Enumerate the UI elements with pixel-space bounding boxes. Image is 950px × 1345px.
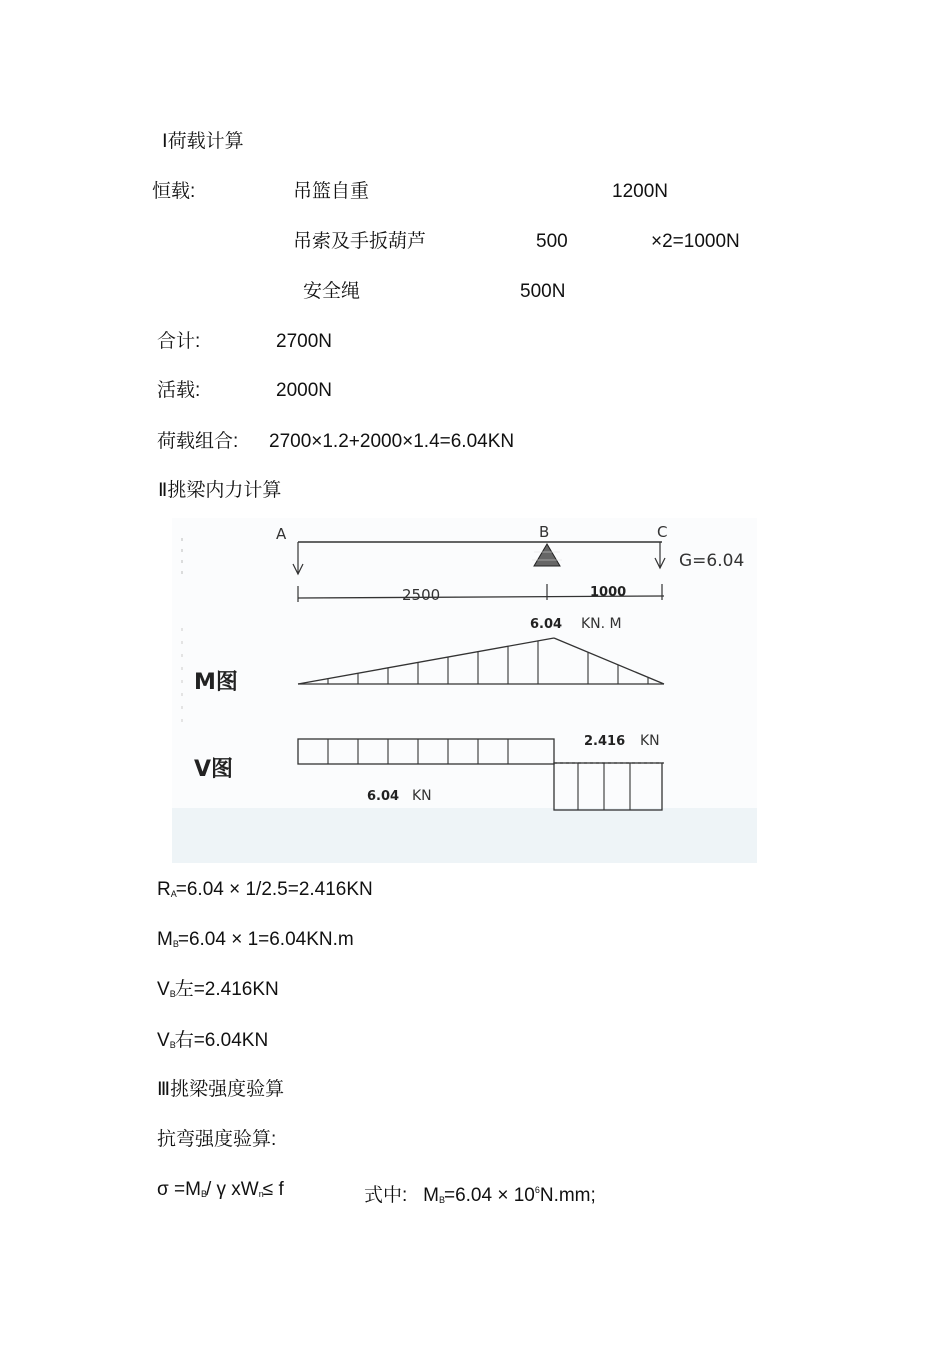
shear-right-unit: KN: [640, 733, 660, 749]
load-label: G=6.04: [679, 551, 745, 571]
beam-diagram-svg: [172, 518, 757, 863]
shear-vb-left: $V_B$左=2.416KN: [157, 979, 279, 1000]
section-heading-strength: Ⅲ挑梁强度验算: [157, 1079, 285, 1100]
formula-where: 式中: $M_B=6.04 \times 10^6N.mm$;: [364, 1185, 596, 1206]
shear-right-value: 2.416: [584, 734, 626, 749]
safety-rope-name: 安全绳: [303, 281, 361, 302]
shear-diagram-title: V图: [194, 757, 234, 782]
load-combination-value: 2700×1.2+2000×1.4=6.04KN: [269, 431, 515, 452]
label-a: A: [276, 525, 287, 543]
span-bc: 1000: [590, 585, 627, 600]
rope-hoist-value: 500: [536, 231, 568, 252]
live-load-value: 2000N: [276, 380, 332, 401]
shear-left-value: 6.04: [367, 789, 400, 804]
label-b: B: [539, 523, 550, 541]
dead-load-label: 恒载:: [152, 181, 196, 202]
span-ab: 2500: [402, 586, 441, 604]
basket-weight-value: 1200N: [612, 181, 668, 202]
beam-diagram-figure: [172, 518, 757, 863]
section-heading-internal-force: Ⅱ挑梁内力计算: [158, 480, 282, 501]
live-load-label: 活载:: [157, 380, 201, 401]
shear-vb-right: $V_B$右=6.04KN: [157, 1030, 269, 1051]
moment-unit: KN. M: [581, 616, 622, 632]
rope-hoist-name: 吊索及手扳葫芦: [293, 231, 427, 252]
safety-rope-value: 500N: [520, 281, 566, 302]
section-heading-load-calc: Ⅰ荷载计算: [162, 131, 244, 152]
label-c: C: [657, 523, 668, 541]
rope-hoist-calc: ×2=1000N: [651, 231, 740, 252]
moment-peak: 6.04: [530, 617, 563, 632]
total-label: 合计:: [157, 331, 201, 352]
bending-formula: $\sigma =M_B/$ γ $xW_n\le f$: [157, 1179, 284, 1200]
moment-diagram-title: M图: [194, 670, 238, 695]
moment-mb: $M_B=6.04 \times 1=6.04KN.m$: [157, 929, 354, 950]
figure-scan-shading: [172, 808, 757, 863]
reaction-ra: $R_A=6.04 \times 1/2.5=2.416KN$: [157, 879, 373, 900]
basket-weight-name: 吊篮自重: [293, 181, 370, 202]
shear-left-unit: KN: [412, 788, 432, 804]
load-combination-label: 荷载组合:: [157, 431, 239, 452]
bending-check-label: 抗弯强度验算:: [157, 1129, 277, 1150]
total-value: 2700N: [276, 331, 332, 352]
